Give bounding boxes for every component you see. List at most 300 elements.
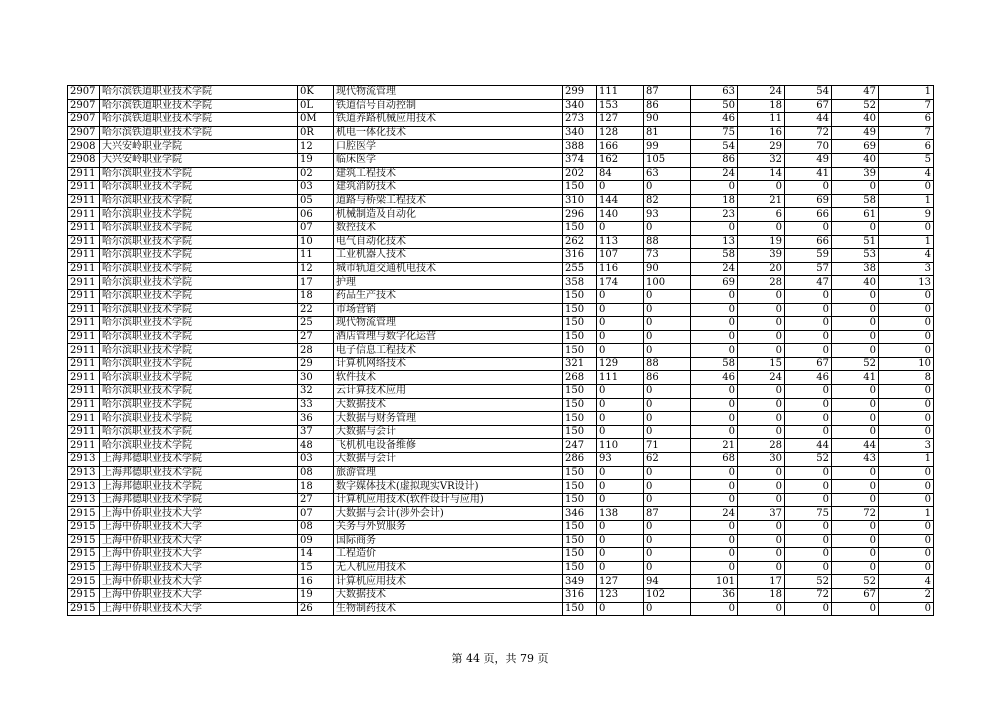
cell-school-code: 2907	[68, 126, 100, 140]
cell-major-name: 旅游管理	[334, 466, 563, 480]
cell-col-11: 0	[832, 480, 879, 494]
cell-col-9: 0	[738, 534, 785, 548]
cell-col-9: 0	[738, 466, 785, 480]
cell-col-10: 49	[785, 153, 832, 167]
cell-col-11: 0	[832, 466, 879, 480]
cell-school-name: 哈尔滨职业技术学院	[100, 439, 298, 453]
table-row	[68, 453, 934, 467]
table-row	[68, 439, 934, 453]
cell-school-code: 2911	[68, 289, 100, 303]
cell-col-9: 18	[738, 588, 785, 602]
cell-col-11: 0	[832, 412, 879, 426]
cell-col-7: 88	[644, 235, 691, 249]
cell-major-name: 无人机应用技术	[334, 561, 563, 575]
cell-major-name: 大数据技术	[334, 588, 563, 602]
cell-col-10: 67	[785, 357, 832, 371]
cell-col-9: 11	[738, 113, 785, 127]
cell-col-7: 0	[644, 493, 691, 507]
cell-major-code: 25	[298, 317, 334, 331]
cell-col-11: 44	[832, 439, 879, 453]
cell-col-6: 0	[597, 398, 644, 412]
cell-col-12: 0	[879, 344, 934, 358]
cell-col-8: 46	[691, 371, 738, 385]
cell-col-11: 72	[832, 507, 879, 521]
cell-col-8: 63	[691, 86, 738, 100]
cell-major-name: 铁道养路机械应用技术	[334, 113, 563, 127]
cell-school-name: 哈尔滨铁道职业技术学院	[100, 86, 298, 100]
cell-col-12: 1	[879, 453, 934, 467]
cell-col-10: 46	[785, 371, 832, 385]
cell-col-12: 5	[879, 153, 934, 167]
cell-plan-count: 150	[563, 317, 597, 331]
table-row	[68, 262, 934, 276]
cell-col-6: 153	[597, 99, 644, 113]
cell-col-7: 0	[644, 398, 691, 412]
cell-col-12: 9	[879, 208, 934, 222]
cell-col-8: 0	[691, 466, 738, 480]
cell-school-name: 上海中侨职业技术大学	[100, 548, 298, 562]
cell-school-code: 2907	[68, 113, 100, 127]
cell-col-7: 100	[644, 276, 691, 290]
cell-plan-count: 349	[563, 575, 597, 589]
table-row	[68, 167, 934, 181]
cell-col-11: 0	[832, 561, 879, 575]
cell-major-name: 建筑消防技术	[334, 181, 563, 195]
cell-col-8: 0	[691, 398, 738, 412]
cell-school-code: 2911	[68, 208, 100, 222]
cell-plan-count: 286	[563, 453, 597, 467]
cell-school-code: 2911	[68, 262, 100, 276]
cell-col-6: 0	[597, 330, 644, 344]
cell-major-code: 26	[298, 602, 334, 616]
cell-col-8: 54	[691, 140, 738, 154]
cell-plan-count: 150	[563, 385, 597, 399]
cell-school-name: 哈尔滨铁道职业技术学院	[100, 126, 298, 140]
cell-major-name: 工程造价	[334, 548, 563, 562]
table-row	[68, 425, 934, 439]
cell-col-7: 88	[644, 357, 691, 371]
cell-col-11: 52	[832, 575, 879, 589]
cell-major-name: 城市轨道交通机电技术	[334, 262, 563, 276]
cell-school-name: 上海中侨职业技术大学	[100, 575, 298, 589]
cell-plan-count: 150	[563, 548, 597, 562]
cell-school-code: 2907	[68, 99, 100, 113]
cell-col-7: 81	[644, 126, 691, 140]
cell-col-7: 87	[644, 507, 691, 521]
table-row	[68, 303, 934, 317]
cell-major-name: 市场营销	[334, 303, 563, 317]
cell-col-8: 0	[691, 602, 738, 616]
cell-col-7: 71	[644, 439, 691, 453]
cell-col-6: 0	[597, 521, 644, 535]
cell-col-6: 166	[597, 140, 644, 154]
cell-col-9: 0	[738, 480, 785, 494]
cell-col-8: 68	[691, 453, 738, 467]
cell-col-8: 24	[691, 167, 738, 181]
cell-school-code: 2915	[68, 548, 100, 562]
cell-col-8: 101	[691, 575, 738, 589]
cell-col-8: 75	[691, 126, 738, 140]
cell-col-7: 0	[644, 344, 691, 358]
cell-col-7: 90	[644, 262, 691, 276]
cell-major-code: 08	[298, 466, 334, 480]
cell-major-code: 15	[298, 561, 334, 575]
cell-school-name: 哈尔滨职业技术学院	[100, 289, 298, 303]
cell-col-10: 57	[785, 262, 832, 276]
cell-plan-count: 262	[563, 235, 597, 249]
cell-col-6: 0	[597, 317, 644, 331]
cell-col-12: 8	[879, 371, 934, 385]
cell-plan-count: 321	[563, 357, 597, 371]
table-row	[68, 357, 934, 371]
cell-col-9: 19	[738, 235, 785, 249]
cell-school-name: 上海邦德职业技术学院	[100, 453, 298, 467]
cell-plan-count: 340	[563, 99, 597, 113]
table-row	[68, 317, 934, 331]
cell-school-code: 2913	[68, 466, 100, 480]
cell-col-7: 102	[644, 588, 691, 602]
cell-plan-count: 202	[563, 167, 597, 181]
cell-col-10: 52	[785, 575, 832, 589]
cell-col-11: 52	[832, 357, 879, 371]
cell-major-name: 现代物流管理	[334, 86, 563, 100]
cell-major-code: 03	[298, 181, 334, 195]
page-footer: 第 44 页，共 79 页	[451, 652, 549, 665]
cell-plan-count: 255	[563, 262, 597, 276]
cell-school-name: 哈尔滨职业技术学院	[100, 276, 298, 290]
table-row	[68, 235, 934, 249]
cell-col-11: 39	[832, 167, 879, 181]
cell-col-12: 4	[879, 249, 934, 263]
cell-col-8: 0	[691, 303, 738, 317]
cell-major-code: 33	[298, 398, 334, 412]
cell-col-8: 0	[691, 412, 738, 426]
cell-col-11: 38	[832, 262, 879, 276]
cell-col-7: 0	[644, 385, 691, 399]
cell-col-10: 75	[785, 507, 832, 521]
cell-school-code: 2911	[68, 249, 100, 263]
cell-school-name: 哈尔滨职业技术学院	[100, 194, 298, 208]
cell-major-code: 17	[298, 276, 334, 290]
cell-col-9: 0	[738, 521, 785, 535]
cell-plan-count: 299	[563, 86, 597, 100]
cell-col-8: 24	[691, 507, 738, 521]
cell-col-7: 0	[644, 303, 691, 317]
cell-col-9: 14	[738, 167, 785, 181]
cell-school-code: 2911	[68, 303, 100, 317]
cell-col-10: 0	[785, 561, 832, 575]
cell-school-code: 2911	[68, 317, 100, 331]
cell-major-name: 酒店管理与数字化运营	[334, 330, 563, 344]
cell-school-code: 2911	[68, 425, 100, 439]
cell-col-10: 72	[785, 126, 832, 140]
cell-col-8: 0	[691, 330, 738, 344]
cell-col-11: 53	[832, 249, 879, 263]
cell-col-11: 0	[832, 602, 879, 616]
cell-major-code: 12	[298, 262, 334, 276]
cell-major-name: 大数据与会计(涉外会计)	[334, 507, 563, 521]
cell-col-9: 0	[738, 344, 785, 358]
table-row	[68, 194, 934, 208]
cell-major-name: 大数据与会计	[334, 425, 563, 439]
cell-col-7: 0	[644, 181, 691, 195]
cell-col-12: 4	[879, 167, 934, 181]
table-row	[68, 561, 934, 575]
cell-school-code: 2911	[68, 167, 100, 181]
cell-major-code: 22	[298, 303, 334, 317]
cell-col-6: 110	[597, 439, 644, 453]
table-row	[68, 412, 934, 426]
cell-col-8: 0	[691, 521, 738, 535]
cell-plan-count: 150	[563, 330, 597, 344]
cell-major-name: 药品生产技术	[334, 289, 563, 303]
cell-col-10: 52	[785, 453, 832, 467]
cell-col-9: 28	[738, 276, 785, 290]
cell-col-9: 15	[738, 357, 785, 371]
cell-col-7: 0	[644, 466, 691, 480]
cell-col-7: 99	[644, 140, 691, 154]
cell-col-8: 50	[691, 99, 738, 113]
cell-school-code: 2911	[68, 398, 100, 412]
cell-col-6: 128	[597, 126, 644, 140]
cell-col-7: 105	[644, 153, 691, 167]
cell-major-code: 28	[298, 344, 334, 358]
cell-plan-count: 296	[563, 208, 597, 222]
cell-school-name: 哈尔滨职业技术学院	[100, 398, 298, 412]
cell-major-code: 07	[298, 221, 334, 235]
cell-plan-count: 150	[563, 181, 597, 195]
cell-school-name: 哈尔滨职业技术学院	[100, 208, 298, 222]
cell-col-10: 67	[785, 99, 832, 113]
cell-col-8: 13	[691, 235, 738, 249]
cell-col-11: 0	[832, 425, 879, 439]
cell-col-8: 58	[691, 357, 738, 371]
cell-col-8: 46	[691, 113, 738, 127]
cell-major-name: 计算机应用技术	[334, 575, 563, 589]
cell-col-10: 0	[785, 398, 832, 412]
cell-major-code: 18	[298, 289, 334, 303]
cell-col-9: 0	[738, 602, 785, 616]
cell-col-12: 0	[879, 181, 934, 195]
cell-col-12: 0	[879, 385, 934, 399]
cell-col-10: 0	[785, 521, 832, 535]
cell-school-name: 哈尔滨职业技术学院	[100, 303, 298, 317]
table-row	[68, 588, 934, 602]
cell-col-6: 0	[597, 385, 644, 399]
cell-col-12: 13	[879, 276, 934, 290]
cell-col-7: 0	[644, 317, 691, 331]
cell-col-7: 0	[644, 548, 691, 562]
cell-school-name: 大兴安岭职业学院	[100, 153, 298, 167]
cell-col-6: 127	[597, 113, 644, 127]
cell-col-6: 0	[597, 221, 644, 235]
cell-school-name: 上海邦德职业技术学院	[100, 493, 298, 507]
cell-major-code: 10	[298, 235, 334, 249]
cell-plan-count: 310	[563, 194, 597, 208]
cell-school-code: 2915	[68, 588, 100, 602]
cell-col-12: 1	[879, 507, 934, 521]
cell-school-code: 2915	[68, 534, 100, 548]
cell-major-code: 07	[298, 507, 334, 521]
cell-col-10: 44	[785, 113, 832, 127]
cell-plan-count: 150	[563, 466, 597, 480]
table-row	[68, 86, 934, 100]
cell-plan-count: 150	[563, 221, 597, 235]
cell-col-11: 0	[832, 385, 879, 399]
cell-col-9: 0	[738, 289, 785, 303]
cell-col-12: 0	[879, 548, 934, 562]
cell-school-code: 2911	[68, 181, 100, 195]
cell-major-name: 计算机应用技术(软件设计与应用)	[334, 493, 563, 507]
cell-col-11: 0	[832, 493, 879, 507]
cell-col-9: 24	[738, 86, 785, 100]
cell-col-9: 0	[738, 493, 785, 507]
cell-col-7: 0	[644, 480, 691, 494]
cell-col-12: 0	[879, 303, 934, 317]
cell-col-8: 0	[691, 221, 738, 235]
cell-col-10: 0	[785, 548, 832, 562]
cell-col-6: 111	[597, 86, 644, 100]
cell-col-9: 0	[738, 561, 785, 575]
cell-col-11: 49	[832, 126, 879, 140]
cell-col-11: 0	[832, 303, 879, 317]
table-row	[68, 221, 934, 235]
cell-school-code: 2911	[68, 194, 100, 208]
cell-major-code: 32	[298, 385, 334, 399]
cell-plan-count: 150	[563, 398, 597, 412]
cell-major-name: 数控技术	[334, 221, 563, 235]
cell-col-9: 0	[738, 548, 785, 562]
cell-major-name: 电气自动化技术	[334, 235, 563, 249]
cell-major-code: 19	[298, 153, 334, 167]
cell-col-10: 59	[785, 249, 832, 263]
cell-major-name: 建筑工程技术	[334, 167, 563, 181]
cell-col-7: 87	[644, 86, 691, 100]
table-row	[68, 534, 934, 548]
cell-major-code: 05	[298, 194, 334, 208]
cell-col-9: 0	[738, 221, 785, 235]
cell-plan-count: 150	[563, 534, 597, 548]
cell-col-12: 0	[879, 412, 934, 426]
cell-school-name: 哈尔滨职业技术学院	[100, 357, 298, 371]
cell-plan-count: 358	[563, 276, 597, 290]
cell-col-12: 6	[879, 113, 934, 127]
cell-school-code: 2911	[68, 357, 100, 371]
cell-major-name: 机械制造及自动化	[334, 208, 563, 222]
cell-school-name: 哈尔滨职业技术学院	[100, 181, 298, 195]
table-row	[68, 466, 934, 480]
cell-col-12: 1	[879, 86, 934, 100]
cell-col-11: 43	[832, 453, 879, 467]
cell-col-11: 0	[832, 330, 879, 344]
cell-major-code: 16	[298, 575, 334, 589]
cell-col-7: 73	[644, 249, 691, 263]
cell-school-code: 2911	[68, 221, 100, 235]
cell-major-code: 27	[298, 493, 334, 507]
cell-col-8: 0	[691, 534, 738, 548]
cell-major-code: 37	[298, 425, 334, 439]
cell-major-name: 口腔医学	[334, 140, 563, 154]
cell-school-name: 哈尔滨职业技术学院	[100, 317, 298, 331]
cell-major-name: 计算机网络技术	[334, 357, 563, 371]
table-row	[68, 208, 934, 222]
cell-col-11: 0	[832, 521, 879, 535]
cell-col-9: 0	[738, 398, 785, 412]
cell-major-name: 飞机机电设备维修	[334, 439, 563, 453]
cell-school-code: 2911	[68, 276, 100, 290]
cell-col-11: 58	[832, 194, 879, 208]
cell-col-11: 40	[832, 153, 879, 167]
cell-col-10: 0	[785, 466, 832, 480]
cell-school-code: 2907	[68, 86, 100, 100]
cell-col-9: 18	[738, 99, 785, 113]
cell-col-10: 70	[785, 140, 832, 154]
cell-col-7: 86	[644, 371, 691, 385]
cell-major-name: 现代物流管理	[334, 317, 563, 331]
cell-col-6: 140	[597, 208, 644, 222]
cell-col-10: 0	[785, 330, 832, 344]
cell-col-6: 0	[597, 602, 644, 616]
cell-col-9: 0	[738, 412, 785, 426]
table-body	[68, 86, 934, 616]
cell-col-7: 0	[644, 412, 691, 426]
cell-school-name: 上海中侨职业技术大学	[100, 602, 298, 616]
table-row	[68, 99, 934, 113]
cell-plan-count: 273	[563, 113, 597, 127]
cell-major-code: 06	[298, 208, 334, 222]
cell-major-code: 0R	[298, 126, 334, 140]
cell-major-name: 临床医学	[334, 153, 563, 167]
cell-col-8: 0	[691, 344, 738, 358]
cell-plan-count: 340	[563, 126, 597, 140]
cell-plan-count: 150	[563, 344, 597, 358]
cell-school-name: 哈尔滨职业技术学院	[100, 221, 298, 235]
cell-school-name: 上海中侨职业技术大学	[100, 507, 298, 521]
cell-major-name: 关务与外贸服务	[334, 521, 563, 535]
cell-col-11: 0	[832, 317, 879, 331]
cell-col-6: 0	[597, 344, 644, 358]
cell-plan-count: 150	[563, 289, 597, 303]
cell-col-11: 41	[832, 371, 879, 385]
cell-col-7: 86	[644, 99, 691, 113]
table-row	[68, 493, 934, 507]
cell-plan-count: 268	[563, 371, 597, 385]
cell-major-code: 03	[298, 453, 334, 467]
cell-col-8: 0	[691, 385, 738, 399]
cell-major-name: 云计算技术应用	[334, 385, 563, 399]
cell-school-code: 2911	[68, 344, 100, 358]
cell-col-10: 0	[785, 385, 832, 399]
cell-col-8: 58	[691, 249, 738, 263]
cell-col-8: 23	[691, 208, 738, 222]
cell-school-code: 2913	[68, 453, 100, 467]
cell-school-name: 哈尔滨职业技术学院	[100, 412, 298, 426]
cell-major-name: 大数据与会计	[334, 453, 563, 467]
cell-col-10: 0	[785, 303, 832, 317]
cell-col-12: 0	[879, 425, 934, 439]
cell-col-10: 69	[785, 194, 832, 208]
cell-col-11: 0	[832, 221, 879, 235]
cell-col-12: 3	[879, 439, 934, 453]
cell-col-6: 0	[597, 548, 644, 562]
cell-col-7: 0	[644, 602, 691, 616]
cell-col-10: 0	[785, 181, 832, 195]
cell-col-9: 0	[738, 181, 785, 195]
cell-col-9: 0	[738, 385, 785, 399]
cell-col-9: 28	[738, 439, 785, 453]
cell-col-10: 0	[785, 344, 832, 358]
cell-col-10: 47	[785, 276, 832, 290]
